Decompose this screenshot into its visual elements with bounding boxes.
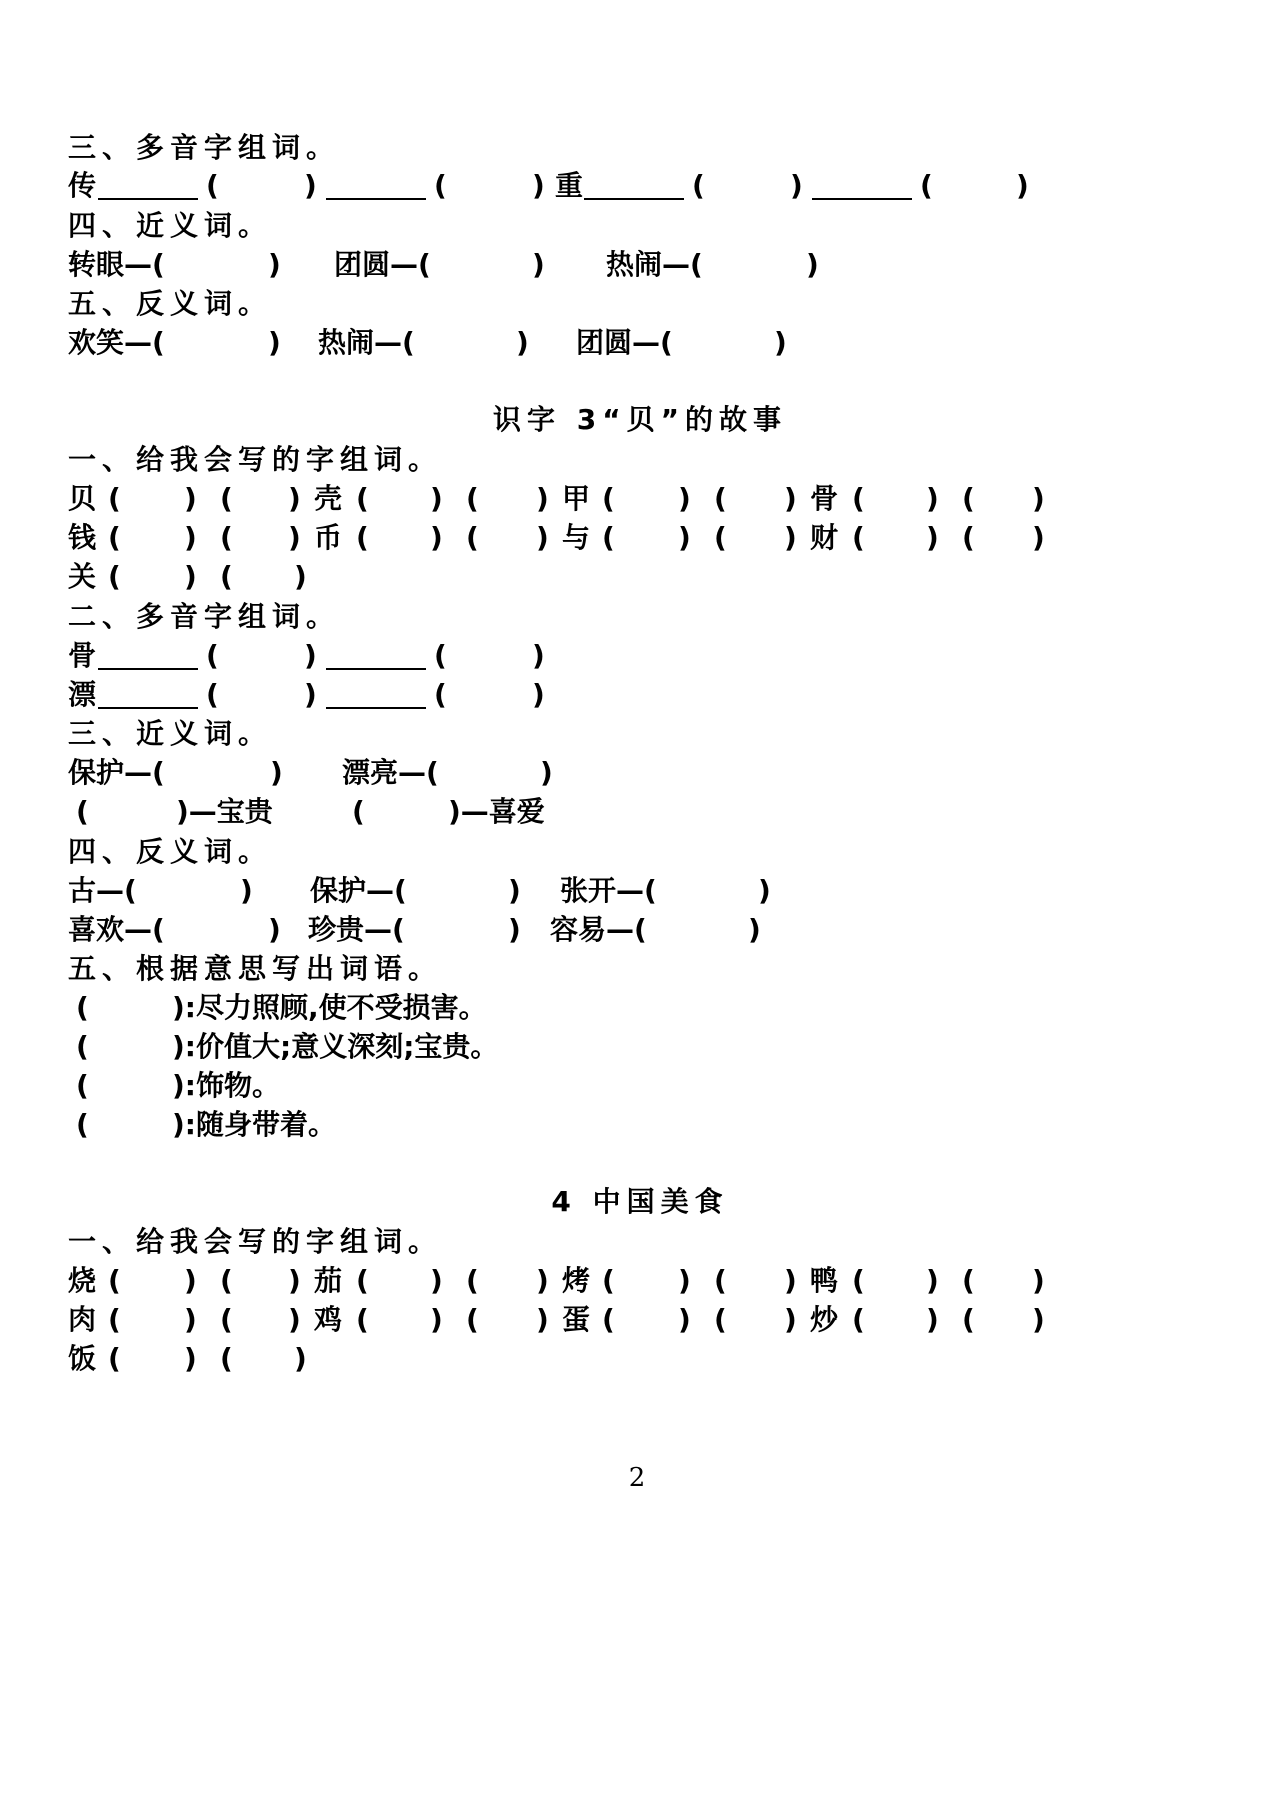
paren-open: ( (206, 639, 219, 672)
paren-close: ) (240, 874, 253, 907)
answer-blank[interactable] (584, 198, 684, 200)
section-heading-antonyms (0, 830, 1280, 874)
char: 烧 (68, 1264, 97, 1297)
meaning-text: ):饰物。 (172, 1069, 280, 1102)
meaning-row (0, 986, 1280, 1030)
paren-close: ) (1032, 1264, 1045, 1297)
heading-text: 五、反义词。 (68, 287, 273, 320)
paren-open: ( (76, 795, 89, 828)
paren-close: ) (268, 248, 281, 281)
section-heading-write-words (0, 1220, 1280, 1264)
paren-close: ) (784, 1303, 797, 1336)
heading-text: 四、近义词。 (68, 209, 273, 242)
paren-open: ( (108, 1303, 121, 1336)
paren-close: ) (184, 521, 197, 554)
paren-close: ) (508, 874, 521, 907)
polyphone-row-piao (0, 673, 1280, 717)
paren-close: ) (288, 482, 301, 515)
polyphone-char: 重 (555, 169, 584, 202)
antonym-item: 团圆—( (576, 326, 673, 359)
polyphone-char: 传 (68, 169, 97, 202)
heading-text: 三、近义词。 (68, 717, 273, 750)
meaning-text: ):尽力照顾,使不受损害。 (172, 991, 487, 1024)
answer-blank[interactable] (326, 198, 426, 200)
paren-open: ( (76, 991, 89, 1024)
paren-close: ) (678, 521, 691, 554)
paren-open: ( (602, 1264, 615, 1297)
paren-close: ) (532, 639, 545, 672)
char-row (0, 1259, 1280, 1303)
paren-open: ( (108, 1264, 121, 1297)
paren-close: ) (288, 521, 301, 554)
paren-open: ( (76, 1069, 89, 1102)
char: 与 (562, 521, 591, 554)
paren-close: ) (294, 560, 307, 593)
paren-close: ) (536, 521, 549, 554)
antonym-row (0, 321, 1280, 365)
paren-close: ) (532, 678, 545, 711)
polyphone-row-gu (0, 634, 1280, 678)
paren-open: ( (356, 1264, 369, 1297)
paren-open: ( (852, 1264, 865, 1297)
paren-open: ( (76, 1108, 89, 1141)
paren-open: ( (466, 482, 479, 515)
meaning-text: ):随身带着。 (172, 1108, 336, 1141)
paren-open: ( (602, 1303, 615, 1336)
paren-open: ( (220, 1303, 233, 1336)
char-row (0, 1337, 1280, 1381)
paren-open: ( (206, 169, 219, 202)
paren-open: ( (852, 482, 865, 515)
answer-blank[interactable] (98, 707, 198, 709)
paren-close: ) (678, 482, 691, 515)
paren-close: ) (268, 913, 281, 946)
heading-text: 三、多音字组词。 (68, 131, 341, 164)
section-heading-meanings (0, 947, 1280, 991)
char: 鸡 (314, 1303, 343, 1336)
char: 关 (68, 560, 97, 593)
paren-close: ) (532, 169, 545, 202)
paren-close: ) (288, 1264, 301, 1297)
paren-open: ( (434, 639, 447, 672)
heading-text: 一、给我会写的字组词。 (68, 443, 443, 476)
paren-close: ) (540, 756, 553, 789)
heading-text: 二、多音字组词。 (68, 600, 341, 633)
antonym-item: 张开—( (560, 874, 657, 907)
paren-open: ( (466, 521, 479, 554)
paren-close: ) (430, 521, 443, 554)
paren-open: ( (352, 795, 365, 828)
polyphone-row-chuan-zhong (0, 164, 1280, 208)
paren-open: ( (466, 1264, 479, 1297)
section-heading-write-words (0, 438, 1280, 482)
heading-text: 五、根据意思写出词语。 (68, 952, 443, 985)
page-number: 2 (628, 1463, 652, 1493)
paren-close: ) (184, 1303, 197, 1336)
paren-open: ( (356, 482, 369, 515)
paren-close: ) (184, 482, 197, 515)
answer-blank[interactable] (326, 668, 426, 670)
paren-close: ) (536, 1303, 549, 1336)
paren-close: ) (304, 678, 317, 711)
answer-blank[interactable] (326, 707, 426, 709)
antonym-item: 珍贵—( (308, 913, 405, 946)
paren-open: ( (220, 1342, 233, 1375)
paren-open: ( (714, 521, 727, 554)
char: 茄 (314, 1264, 343, 1297)
char: 壳 (314, 482, 343, 515)
meaning-row (0, 1103, 1280, 1147)
antonym-item: 容易—( (550, 913, 647, 946)
synonym-row (0, 243, 1280, 287)
paren-close: ) (430, 1303, 443, 1336)
paren-close: ) (270, 756, 283, 789)
paren-open: ( (108, 482, 121, 515)
paren-close: ) (508, 913, 521, 946)
paren-open: ( (434, 169, 447, 202)
char-row (0, 516, 1280, 560)
char: 肉 (68, 1303, 97, 1336)
antonym-item: 欢笑—( (68, 326, 165, 359)
section-heading-polyphone (0, 595, 1280, 639)
answer-blank[interactable] (98, 198, 198, 200)
char: 蛋 (562, 1303, 591, 1336)
section-heading-synonyms (0, 712, 1280, 756)
meaning-row (0, 1025, 1280, 1069)
synonym-row (0, 751, 1280, 795)
synonym-row (0, 790, 1280, 834)
char: 烤 (562, 1264, 591, 1297)
synonym-item: 保护—( (68, 756, 165, 789)
char-row (0, 477, 1280, 521)
page-footer (0, 1456, 1280, 1500)
paren-close: ) (926, 521, 939, 554)
synonym-item: 漂亮—( (342, 756, 439, 789)
antonym-item: 热闹—( (318, 326, 415, 359)
synonym-item: 热闹—( (606, 248, 703, 281)
paren-close: ) (430, 1264, 443, 1297)
heading-text: 一、给我会写的字组词。 (68, 1225, 443, 1258)
char-row (0, 1298, 1280, 1342)
paren-close: ) (784, 521, 797, 554)
paren-open: ( (602, 521, 615, 554)
paren-close: ) (784, 1264, 797, 1297)
paren-open: ( (466, 1303, 479, 1336)
paren-open: ( (220, 521, 233, 554)
paren-close: ) (784, 482, 797, 515)
paren-open: ( (220, 560, 233, 593)
paren-open: ( (76, 1030, 89, 1063)
paren-open: ( (602, 482, 615, 515)
paren-close: ) (516, 326, 529, 359)
char: 贝 (68, 482, 97, 515)
answer-blank[interactable] (812, 198, 912, 200)
meaning-text: ):价值大;意义深刻;宝贵。 (172, 1030, 499, 1063)
section-heading-antonyms (0, 282, 1280, 326)
synonym-item: )—喜爱 (448, 795, 545, 828)
answer-blank[interactable] (98, 668, 198, 670)
paren-close: ) (748, 913, 761, 946)
paren-close: ) (926, 1303, 939, 1336)
paren-open: ( (434, 678, 447, 711)
char: 炒 (810, 1303, 839, 1336)
paren-open: ( (108, 1342, 121, 1375)
section-heading-synonyms (0, 204, 1280, 248)
paren-open: ( (714, 1264, 727, 1297)
paren-close: ) (774, 326, 787, 359)
paren-open: ( (692, 169, 705, 202)
char: 饭 (68, 1342, 97, 1375)
paren-close: ) (304, 639, 317, 672)
paren-open: ( (108, 560, 121, 593)
paren-close: ) (1032, 521, 1045, 554)
paren-close: ) (678, 1303, 691, 1336)
paren-close: ) (184, 560, 197, 593)
paren-open: ( (962, 521, 975, 554)
paren-close: ) (536, 1264, 549, 1297)
antonym-item: 保护—( (310, 874, 407, 907)
paren-close: ) (758, 874, 771, 907)
paren-open: ( (714, 482, 727, 515)
paren-close: ) (304, 169, 317, 202)
antonym-row (0, 869, 1280, 913)
antonym-item: 喜欢—( (68, 913, 165, 946)
paren-open: ( (220, 482, 233, 515)
paren-close: ) (790, 169, 803, 202)
paren-close: ) (806, 248, 819, 281)
paren-open: ( (356, 1303, 369, 1336)
synonym-item: 团圆—( (334, 248, 431, 281)
char: 骨 (810, 482, 839, 515)
lesson3-title (0, 398, 1280, 442)
paren-close: ) (678, 1264, 691, 1297)
char-row (0, 555, 1280, 599)
antonym-item: 古—( (68, 874, 137, 907)
paren-open: ( (356, 521, 369, 554)
paren-open: ( (962, 1264, 975, 1297)
char: 财 (810, 521, 839, 554)
lesson-title-text: 4 中国美食 (551, 1185, 729, 1218)
synonym-item: )—宝贵 (176, 795, 273, 828)
paren-close: ) (184, 1264, 197, 1297)
paren-open: ( (920, 169, 933, 202)
paren-close: ) (532, 248, 545, 281)
paren-close: ) (294, 1342, 307, 1375)
lesson-title-text: 识字 3“贝”的故事 (492, 403, 788, 436)
paren-close: ) (268, 326, 281, 359)
char: 甲 (562, 482, 591, 515)
meaning-row (0, 1064, 1280, 1108)
paren-open: ( (852, 1303, 865, 1336)
paren-open: ( (962, 482, 975, 515)
paren-close: ) (926, 1264, 939, 1297)
antonym-row (0, 908, 1280, 952)
paren-open: ( (206, 678, 219, 711)
polyphone-char: 骨 (68, 639, 97, 672)
paren-close: ) (288, 1303, 301, 1336)
paren-open: ( (220, 1264, 233, 1297)
paren-close: ) (1016, 169, 1029, 202)
char: 鸭 (810, 1264, 839, 1297)
char: 币 (314, 521, 343, 554)
paren-open: ( (108, 521, 121, 554)
heading-text: 四、反义词。 (68, 835, 273, 868)
paren-close: ) (926, 482, 939, 515)
paren-close: ) (1032, 1303, 1045, 1336)
lesson4-title (0, 1180, 1280, 1224)
char: 钱 (68, 521, 97, 554)
paren-close: ) (184, 1342, 197, 1375)
synonym-item: 转眼—( (68, 248, 165, 281)
paren-close: ) (536, 482, 549, 515)
paren-close: ) (1032, 482, 1045, 515)
paren-open: ( (962, 1303, 975, 1336)
polyphone-char: 漂 (68, 678, 97, 711)
paren-close: ) (430, 482, 443, 515)
paren-open: ( (714, 1303, 727, 1336)
paren-open: ( (852, 521, 865, 554)
